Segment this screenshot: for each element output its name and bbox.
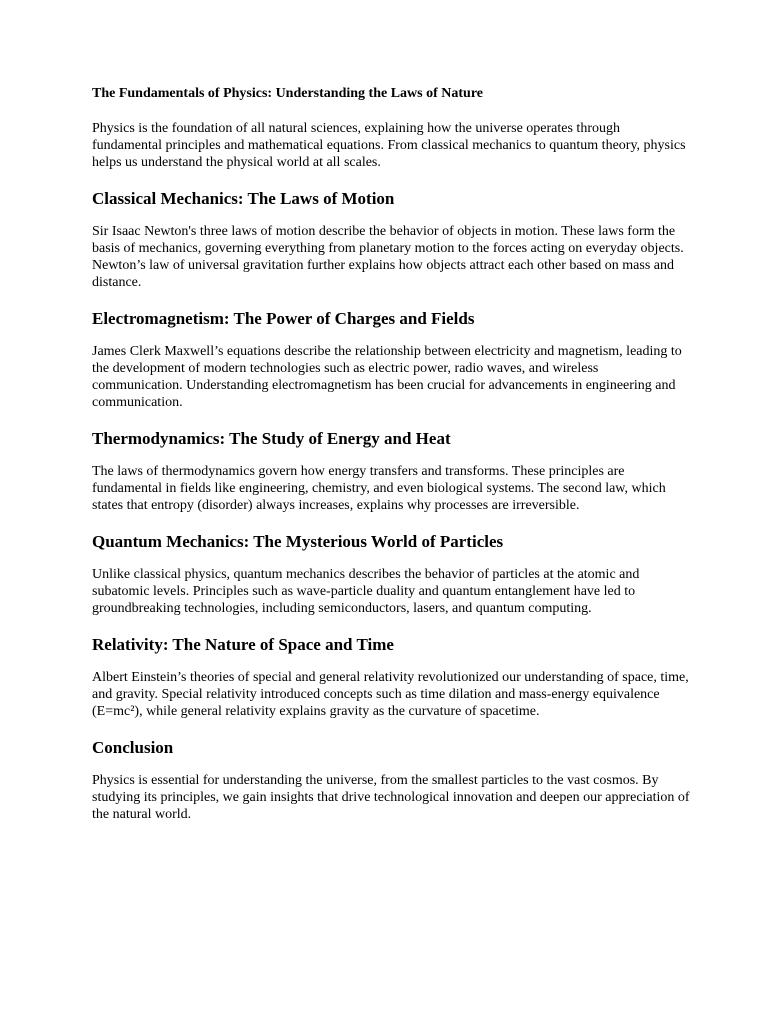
section-body-conclusion: Physics is essential for understanding the universe, from the smallest particles to the vast cosmos. By studying its principles, we gain insights that drive technological innovation and deepen our appreciation of the natural world.: [92, 773, 690, 822]
section-body-relativity: Albert Einstein’s theories of special and general relativity revolutionized our understanding of space, time, and gravity. Special relativity introduced concepts such as time dilation and mass-energy equivalence (E=mc²), while general relativity explains gravity as the curvature of spacetime.: [92, 670, 689, 719]
section-heading-quantum-mechanics: Quantum Mechanics: The Mysterious World of Particles: [92, 532, 504, 551]
section-heading-conclusion: Conclusion: [92, 738, 174, 757]
section-body-thermodynamics: The laws of thermodynamics govern how energy transfers and transforms. These principles are fundamental in fields like engineering, chemistry, and even biological systems. The second law, which states that entropy (disorder) always increases, explains why processes are irreversible.: [92, 464, 666, 513]
document-title: The Fundamentals of Physics: Understanding the Laws of Nature: [92, 86, 483, 101]
intro-paragraph: Physics is the foundation of all natural sciences, explaining how the universe operates through fundamental principles and mathematical equations. From classical mechanics to quantum theory, physics helps us understand the physical world at all scales.: [92, 121, 686, 170]
section-heading-thermodynamics: Thermodynamics: The Study of Energy and Heat: [92, 429, 451, 448]
section-body-quantum-mechanics: Unlike classical physics, quantum mechanics describes the behavior of particles at the atomic and subatomic levels. Principles such as wave-particle duality and quantum entanglement have led to groundbreaking technologies, including semiconductors, lasers, and quantum computing.: [92, 567, 640, 616]
section-body-classical-mechanics: Sir Isaac Newton's three laws of motion describe the behavior of objects in motion. These laws form the basis of mechanics, governing everything from planetary motion to the forces acting on everyday objects. Newton’s law of universal gravitation further explains how objects attract each other based on mass and distance.: [92, 224, 684, 290]
section-heading-electromagnetism: Electromagnetism: The Power of Charges and Fields: [92, 309, 475, 328]
section-heading-classical-mechanics: Classical Mechanics: The Laws of Motion: [92, 189, 395, 208]
section-body-electromagnetism: James Clerk Maxwell’s equations describe the relationship between electricity and magnetism, leading to the development of modern technologies such as electric power, radio waves, and wireless communication. Understanding electromagnetism has been crucial for advancements in engineering and communication.: [92, 344, 682, 410]
section-heading-relativity: Relativity: The Nature of Space and Time: [92, 635, 394, 654]
document-page: [92, 85, 692, 841]
